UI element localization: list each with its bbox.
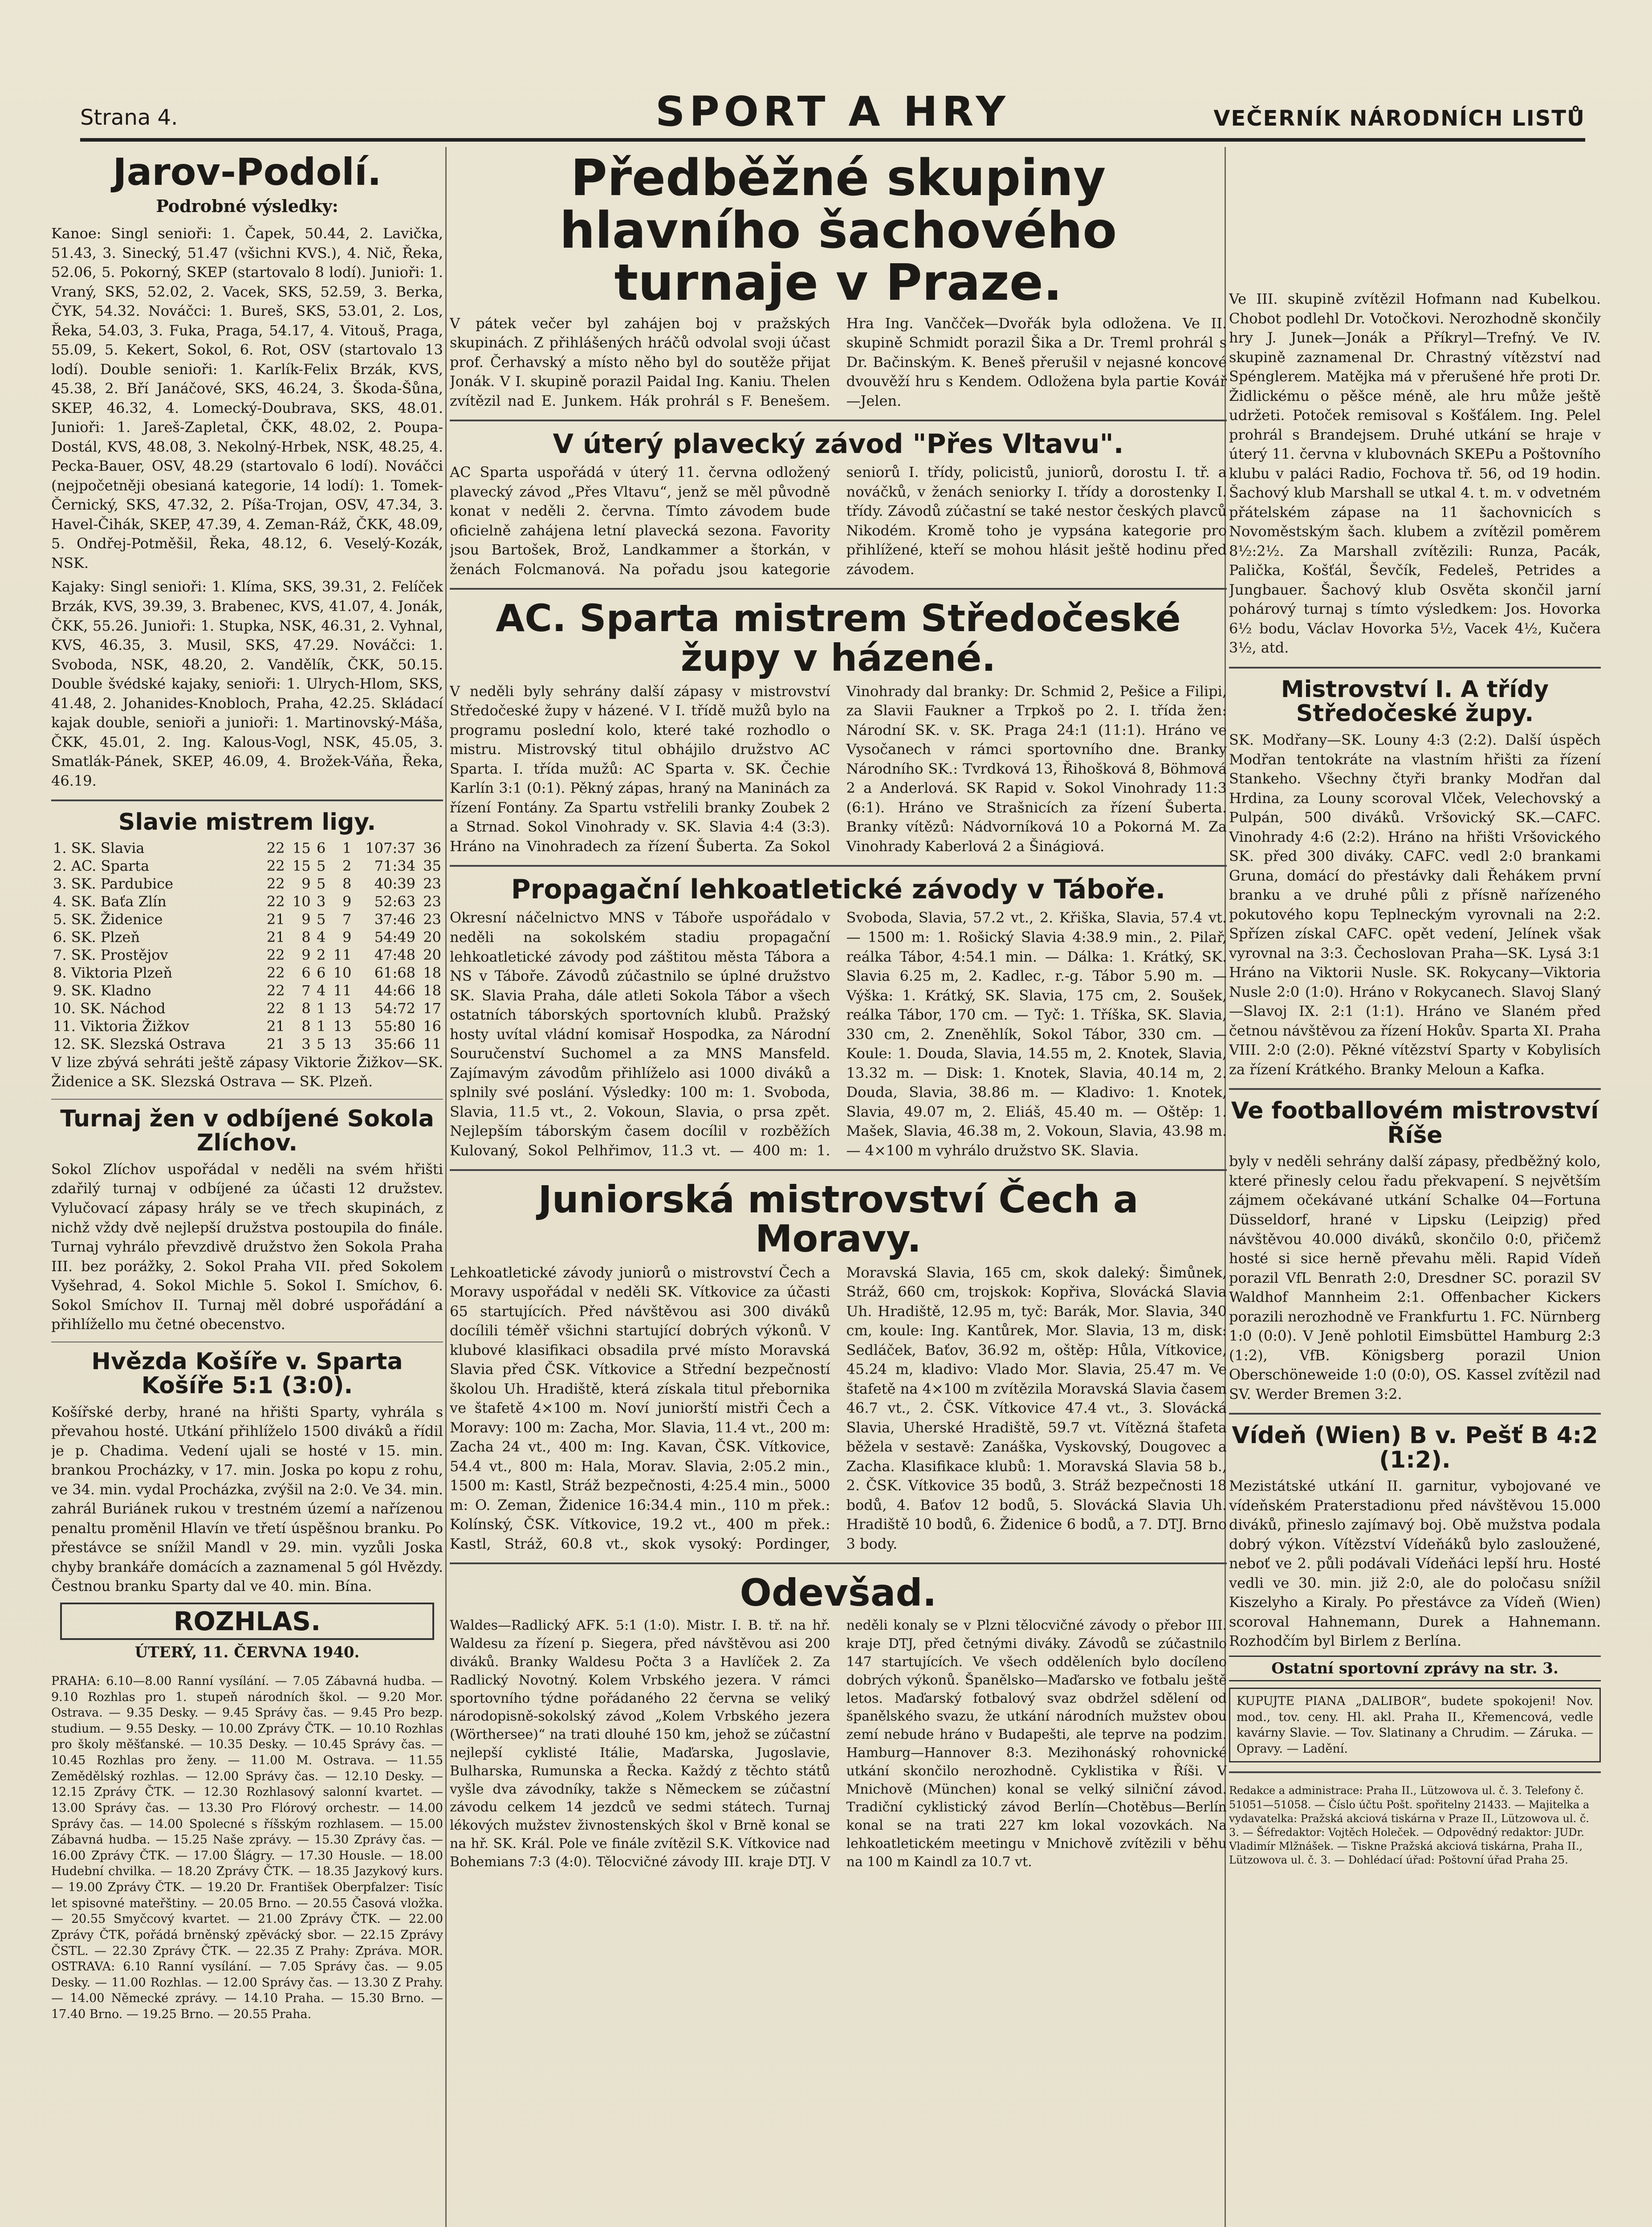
league-table [51,839,443,1053]
table-cell: 40:39 [374,875,415,892]
table-row [51,857,443,875]
table-cell: 37:46 [374,910,415,928]
team-name: 3. SK. Pardubice [53,875,174,892]
paper-name: VEČERNÍK NÁRODNÍCH LISTŮ [1213,106,1585,131]
table-row [51,875,443,893]
table-cell: 10 [292,893,311,910]
team-name: 11. Viktoria Žižkov [53,1017,190,1035]
rozhlas-program: PRAHA: 6.10—8.00 Ranní vysílání. — 7.05 Zábavná hudba. — 9.10 Rozhlas pro 1. stupeň národních škol. — 9.20 Mor. Ostrava. — 9.35 Desky. — 9.45 Správy čas. — 9.45 Pro bezp. studium. — 9.55 Desky. — 10.00 Zprávy ČTK. — 10.10 Rozhlas pro školy měšťanské. — 10.35 Desky. — 10.45 Správy čas. — 10.45 Rozhlas pro ženy. — 11.00 M. Ostrava. — 11.55 Zemědělský rozhlas. — 12.00 Správy čas. — 12.10 Desky. — 12.15 Zprávy ČTK. — 12.30 Rozhlasový salonní kvartet. — 13.00 Správy čas. — 13.30 Pro Flórový orchestr. — 14.00 Správy čas. — 14.00 Spolecné s říšským rozhlasem. — 15.00 Zábavná hudba. — 15.25 Naše zprávy. — 15.30 Zprávy čas. — 16.00 Zprávy ČTK. — 17.00 Šlágry. — 17.30 Housle. — 18.00 Hudební chvilka. — 18.20 Zprávy ČTK. — 18.35 Jazykový kurs. — 19.00 Zprávy ČTK. — 19.20 Dr. František Oberpfalzer: Tisíc let spisovné mateřštiny. — 20.05 Brno. — 20.55 Časová vložka. — 20.55 Smyčcový kvartet. — 21.00 Zprávy ČTK. — 22.00 Zprávy ČTK, pořádá brněnský zpěvácký sbor. — 22.15 Zprávy ČSTL. — 22.30 Zprávy ČTK. — 22.35 Z Prahy: Zpráva. MOR. OSTRAVA: 6.10 Ranní vysílání. — 7.05 Správy čas. — 9.05 Desky. — 11.00 Rozhlas. — 12.00 Správy čas. — 13.30 Z Prahy. — 14.00 Německé zprávy. — 14.10 Praha. — 15.30 Brno. — 17.40 Brno. — 19.25 Brno. — 20.55 Praha. [51,1674,443,2022]
rozhlas-date: ÚTERÝ, 11. ČERVNA 1940. [134,1643,360,1661]
table-cell: 3 [317,893,326,910]
article-kosire: Košířské derby, hrané na hřišti Sparty, vyhrála s převahou hosté. Utkání přihlíželo 1500 diváků a řídil je p. Chadima. Vedení ujali se hosté v 15. min. brankou Procházky, v 17. min. Joska po kopu z rohu, ve 34. min. vydal Procházka, zvýšil na 2:0. Ve 34. min. zahrál Buriánek rukou v trestném území a nařízenou penaltu proměnil Hlavín ve třetí úspěšnou branku. Po přestávce se snížil Mandl v 29. min. vyzůli Joska chyby brankáře domácích a zaznamenal 5 gól Hvězdy. Čestnou branku Sparty dal ve 40. min. Bína. [51,1403,443,1595]
imprint: Redakce a administrace: Praha II., Lützowova ul. č. 3. Telefony č. 51051—51058. — Číslo účtu Pošt. spořitelny 21433. — Majitelka a vydavatelka: Pražská akciová tiskárna v Praze II., Lützowova ul. č. 3. — Šéfredaktor: Vojtěch Holeček. — Odpovědný redaktor: JUDr. Vladimír Mlžnášek. — Tiskne Pražská akciová tiskárna, Praha II., Lützowova ul. č. 3. — Dohlédací úřad: Poštovní úřad Praha 25. [1229,1784,1590,1867]
article-jarov-canoe: Kanoe: Singl senioři: 1. Čapek, 50.44, 2. Lavička, 51.43, 3. Sinecký, 51.47 (všichni KVS.), 4. Nič, Řeka, 52.06, 5. Pokorný, SKEP (startovalo 8 lodí). Junioři: 1. Vraný, SKS, 52.02, 2. Vacek, SKS, 52.59, 3. Berka, ČYK, 54.32. Nováčci: 1. Bureš, SKS, 53.01, 2. Los, Řeka, 54.03, 3. Fuka, Praga, 54.17, 4. Vitouš, Praga, 55.09, 5. Kekert, Sokol, 6. Rot, OSV (startovalo 13 lodí). Double senioři: 1. Karlík-Felix Brzák, KVS, 45.38, 2. Bří Janáčové, SKS, 46.24, 3. Škoda-Šůna, SKEP, 46.32, 4. Lomecký-Doubrava, SKS, 48.01. Junioři: 1. Jareš-Zapletal, ČKK, 48.02, 2. Poupa-Dostál, KVS, 48.08, 3. Nekolný-Hrbek, NSK, 48.25, 4. Pecka-Bauer, OSV, 48.29 (startovalo 6 lodí). Nováčci (nejpočetněji obesianá kategorie, 14 lodí): 1. Tomek-Černický, SKS, 47.32, 2. Píša-Trojan, OSV, 47.34, 3. Havel-Čihák, SKEP, 47.39, 4. Zeman-Ráž, ČKK, 48.09, 5. Ondřej-Potměšil, Řeka, 48.12, 6. Veselý-Kozák, NSK. [51,225,443,571]
article-junior: Lehkoatletické závody juniorů o mistrovství Čech a Moravy uspořádal v neděli SK. Vítkovice za účasti 65 startujících. Před návštěvou asi 300 diváků docílili téměř všichni startující dobrých výkonů. V klubové klasifikaci obsadila prvé místo Moravská Slavia před ČSK. Vítkovice a Střední bezpečností školou Uh. Hradiště, která získala titul přebornika ve štafetě 4×100 m. Noví juniorští mistři Čech a Moravy: 100 m: Zacha, Mor. Slavia, 11.4 vt., 200 m: Zacha 24 vt., 400 m: Ing. Kavan, ČSK. Vítkovice, 54.4 vt., 800 m: Hala, Morav. Slavia, 2:05.2 min., 1500 m: Kastl, Stráž bezpečnosti, 4:25.4 min., 5000 m: O. Zeman, Židenice 16:34.4 min., 110 m přek.: Kolínský, ČSK. Vítkovice, 19.2 vt., 400 m přek.: Kastl, Stráž, 60.8 vt., skok vysoký: Pordinger, Moravská Slavia, 165 cm, skok daleký: Šimůnek, Stráž, 660 cm, trojskok: Kopřiva, Slovácká Slavia Uh. Hradiště, 12.95 m, tyč: Barák, Mor. Slavia, 340 cm, koule: Ing. Kantůrek, Mor. Slavia, 13 m, disk: Sedláček, Baťov, 36.92 m, oštěp: Hůla, Vítkovice, 45.24 m, kladivo: Vlado Mor. Slavia, 25.47 m. Ve štafetě na 4×100 m zvítězila Moravská Slavia časem 46.7 vt., 2. ČSK. Vítkovice 47.4 vt., 3. Slovácká Slavia, Uherské Hradiště, 59.7 vt. Vítězná štafeta běžela v sestavě: Zanáška, Vyskovský, Dougovec a Zacha. Klasifikace klubů: 1. Moravská Slavia 58 b., 2. ČSK. Vítkovice 35 bodů, 3. Stráž bezpečnosti 18 bodů, 4. Baťov 12 bodů, 5. Slovácká Slavia Uh. Hradiště 10 bodů, 6. Židenice 6 bodů, a 7. DTJ. Brno 3 body. [450,1264,1227,1552]
table-row [51,946,443,964]
advert-text: KUPUJTE PIANA „DALIBOR“, budete spokojeni! Nov. mod., tov. ceny. Hl. akl. Praha II., Křemencová, vedle kavárny Slavie. — Tov. Slatinany a Chrudim. — Záruka. — Opravy. — Ladění. [1237,1694,1593,1756]
article-sachy: V pátek večer byl zahájen boj v pražských skupinách. Z přihlášených hráčů odvolal svoji účast prof. Čerhavský a místo něho byl do soutěže přijat Jonák. V I. skupině porazil Paidal Ing. Kaniu. Thelen zvítězil nad E. Junkem. Hák prohrál s F. Benešem. Hra Ing. Vančček—Dvořák byla odložena. Ve II. skupině Schmidt porazil Šika a Dr. Treml prohrál s Dr. Bačinským. K. Beneš přerušil v nejasné koncové dvouvěží hru s Kendem. Odložena byla partie Kovář—Jelen. [450,314,1227,409]
masthead [80,89,1585,142]
table-row [51,910,443,928]
table-cell: 11 [333,982,352,999]
divider [1229,1771,1601,1773]
notice-other-sports: Ostatní sportovní zprávy na str. 3. [1229,1656,1601,1681]
table-cell: 6 [317,839,326,857]
headline-vltava: V úterý plavecký závod "Přes Vltavu". [553,428,1124,460]
table-cell: 8 [301,928,311,946]
table-row [51,1017,443,1035]
article-hazena: V neděli byly sehrány další zápasy v mistrovství Středočeské župy v házené. V I. třídě mužů bylo na programu poslední kolo, které také rozhodlo o mistru. Mistrovský titul obhájilo družstvo AC Sparta. I. třída mužů: AC Sparta v. SK. Čechie Karlín 3:1 (0:1). Pěkný zápas, hraný na Maninách za řízení Fontány. Za Spartu vstřelili branky Zoubek 2 a Strnad. Sokol Vinohrady v. SK. Slavia 4:4 (3:3). Hráno na Vinohradech za řízení Šuberta. Za Sokol Vinohrady dal branky: Dr. Schmid 2, Pešice a Filipi, za Slavii Faukner a Trpkoš po 2. I. třída žen: Národní SK. v. SK. Praga 24:1 (11:1). Hráno ve Vysočanech v rámci sportovního dne. Branky Národního SK.: Tvrdková 13, Řihošková 8, Böhmová 2 a Anderlová. SK Rapid v. Sokol Vinohrady 11:3 (6:1). Hráno ve Strašnicích za řízení Šuberta. Branky vítězů: Nádvorníková 10 a Pokorná M. Za Vinohrady Kaberlová 2 a Šinágiová. [450,682,1227,855]
table-cell: 11 [333,946,352,963]
table-cell: 7 [342,910,352,928]
table-cell: 7 [301,982,311,999]
headline-jarov: Jarov-Podolí. [113,150,382,194]
table-cell: 22 [266,982,285,999]
team-name: 8. Viktoria Plzeň [53,964,172,981]
headline-viden: Vídeň (Wien) B v. Pešť B 4:2 (1:2). [1232,1422,1598,1473]
headline-tabor: Propagační lehkoatletické závody v Táboře. [511,874,1166,905]
table-cell: 18 [423,964,441,981]
team-name: 10. SK. Náchod [53,999,166,1017]
article-odevsad: Waldes—Radlický AFK. 5:1 (1:0). Mistr. I. B. tř. na hř. Waldesu za řízení p. Siegera, před návštěvou asi 200 diváků. Branky Waldesu Počta 3 a Havlíček 2. Za Radlický Novotný. Kolem Vrbského jezera. V rámci sportovního týdne pořádaného 22 června se veliký národopisně-sokolský závod „Kolem Vrbského jezera (Wörthersee)“ na trati dlouhé 150 km, jehož se zúčastní nejlepší cyklisté Itálie, Maďarska, Jugoslavie, Bulharska, Rumunska a Řecka. Každý z těchto států vyšle dva závodníky, takže s Německem se zúčastní závodu celkem 14 jezdců ve sedmi státech. Turnaj lékových mužstev živnostenských škol v Brně konal se na hř. SK. Král. Pole ve finále zvítězil S.K. Vítkovice nad Bohemians 7:3 (4:0). Tělocvičné závody III. kraje DTJ. V neděli konaly se v Plzni tělocvičné závody o přebor III. kraje DTJ, před četnými diváky. Závodů se zúčastnilo 147 startujících. Ve všech odděleních bylo docíleno dobrých výkonů. Španělsko—Maďarsko ve fotbalu ještě letos. Maďarský fotbalový svaz obdržel sdělení od španělského svazu, že utkání národních mužstev obou zemí nebude hráno v Budapešti, ale teprve na podzim. Hamburg—Hannover 8:3. Mezihonáský rohovnické utkání skončilo nerozhodně. Cyklistika v Říši. V Mnichově (München) konal se velký silniční závod. Tradiční cyklistický závod Berlín—Chotěbus—Berlín konal se na trati 227 km lokal vozovkách. Na lehkoatletickém meetingu v Mnichově zvítězili v běhu na 100 m Kaindl za 10.7 vt. [450,1618,1227,1870]
table-cell: 4 [317,928,326,946]
article-viden: Mezistátské utkání II. garnitur, vybojované ve vídeňském Praterstadionu před návštěvou 15.000 diváků, přineslo zajímavý boj. Obě mužstva podala dobrý výkon. Vítězství Vídeňáků bylo zasloužené, neboť ve 2. půli podávali Vídeňáci lepší hru. Hosté vedli ve 30. min. již 2:0, ale do poločasu snížil Kiszelyho a Kiraly. Po přestávce za Vídeň (Wien) scoroval Hahnemann, Durek a Hahnemann. Rozhodčím byl Birlem z Berlína. [1229,1477,1601,1650]
divider [450,420,1227,421]
table-cell: 3 [301,1035,311,1052]
league-note: V lize zbývá sehráti ještě zápasy Viktorie Žižkov—SK. Židenice a SK. Slezská Ostrava — SK. Plzeň. [51,1053,443,1090]
table-cell: 21 [266,910,285,928]
table-cell: 4 [317,982,326,999]
divider [1229,1413,1601,1415]
table-row [51,1035,443,1053]
headline-sachy: Předběžné skupiny hlavního šachového turnaje v Praze. [559,149,1117,312]
team-name: 2. AC. Sparta [53,857,150,874]
headline-liga: Slavie mistrem ligy. [118,809,376,836]
table-cell: 5 [317,857,326,874]
table-cell: 21 [266,1035,285,1052]
table-cell: 23 [423,875,441,892]
table-cell: 5 [317,910,326,928]
table-cell: 18 [423,982,441,999]
table-cell: 54:49 [374,928,415,946]
table-cell: 55:80 [374,1017,415,1035]
team-name: 5. SK. Židenice [53,910,163,928]
column-right [1229,147,1601,2227]
headline-football: Ve footballovém mistrovství Říše [1231,1097,1599,1149]
team-name: 7. SK. Prostějov [53,946,168,963]
advert-dalibor [1229,1688,1601,1763]
table-cell: 21 [266,1017,285,1035]
table-cell: 22 [266,875,285,892]
table-cell: 44:66 [374,982,415,999]
table-cell: 22 [266,839,285,857]
table-cell: 107:37 [365,839,415,857]
table-cell: 23 [423,910,441,928]
article-mistrovstvi: SK. Modřany—SK. Louny 4:3 (2:2). Další úspěch Modřan tentokráte na vlastním hřišti za řízení Stankeho. Všechny čtyři branky Modřan dal Hrdina, za Louny scoroval Vlček, Velechovský a Pulpán, 500 diváků. Vršovický SK.—CAFC. Vinohrady 4:6 (2:2). Hráno na hřišti Vršovického SK. před 300 diváky. CAFC. vedl 2:0 brankami Gruna, domácí do přestávky dali Řehákem první branku a ve druhé půli z přísně nařízeného pokutového kopu Teplneckým vyrovnali na 2:2. Spřízen získal CAFC. opět vedení, Jelínek však vyrovnal na 3:3. Čechoslovan Praha—SK. Lysá 3:1 Hráno na Viktorii Nusle. SK. Rokycany—Viktoria Nusle 2:0 (1:0). Hráno v Rokycanech. Slavoj Slaný—Slavoj IX. 2:1 (1:1). Hráno ve Slaném před četnou návštěvou za řízení Hokův. Sparta XI. Praha VIII. 2:0 (2:0). Pěkné vítězství Sparty v Kobylisích za řízení Krátkého. Branky Meloun a Kafka. [1229,731,1601,1078]
table-cell: 22 [266,857,285,874]
table-cell: 22 [266,893,285,910]
table-cell: 5 [317,1035,326,1052]
table-row [51,928,443,946]
table-cell: 1 [342,839,352,857]
table-cell: 22 [266,964,285,981]
table-cell: 15 [292,839,311,857]
table-cell: 8 [301,999,311,1017]
article-tabor: Okresní náčelnictvo MNS v Táboře uspořádalo v neděli na sokolském stadiu propagační lehkoatletické závody pod záštitou města Tábora a NS v Táboře. Závodů zúčastnilo se úplné družstvo SK. Slavia Praha, dále atleti Sokola Tábor a všech ostatních táborských sportovních klubů. Pražský hosty uvítal vládní komisař Hospodka, za Národní Souručenství Suchomel a za MNS Mansfeld. Zajímavým závodům přihlíželo asi 1000 diváků a splnily své poslání. Výsledky: 100 m: 1. Svoboda, Slavia, 11.5 vt., 2. Vokoun, Slavia, o prsa zpět. Nejlepším táborským časem docílil v rozběžích Kulovaný, Sokol Pelhřimov, 11.3 vt. — 400 m: 1. Svoboda, Slavia, 57.2 vt., 2. Křiška, Slavia, 57.4 vt. — 1500 m: 1. Rošický Slavia 4:38.9 min., 2. Pilař, reálka Tábor, 4:54.1 min. — Dálka: 1. Krátký, SK. Slavia 6.25 m, 2. Kadlec, r.-g. Tábor 5.90 m. — Výška: 1. Krátký, SK. Slavia, 175 cm, 2. Soušek, reálka Tábor, 170 cm. — Tyč: 1. Tříška, SK. Slavia, 330 cm, 2. Zneněhlík, Sokol Tábor, 330 cm. — Koule: 1. Douda, Slavia, 14.55 m, 2. Knotek, Slavia, 13.32 m. — Disk: 1. Knotek, Slavia, 40.14 m, 2. Douda, Slavia, 38.86 m. — Kladivo: 1. Knotek, Slavia, 49.07 m, 2. Eliáš, 45.40 m. — Oštěp: 1. Mašek, Slavia, 46.38 m, 2. Vokoun, Slavia, 43.98 m. — 4×100 m vyhrálo družstvo SK. Slavia. [450,909,1227,1159]
table-cell: 20 [423,928,441,946]
table-cell: 11 [423,1035,441,1052]
article-vltava: AC Sparta uspořádá v úterý 11. června odložený plavecký závod „Přes Vltavu“, jenž se měl původně konat v neděli 2. června. Tímto závodem bude oficielně zahájena letní plavecká sezona. Favority jsou Bartošek, Brož, Landkammer a štorkán, v ženách Folcmanová. Na pořadu jsou kategorie seniorů I. třídy, policistů, juniorů, dorostu I. tř. a nováčků, v ženách seniorky I. třídy a dorostenky I. třídy. Závodů zúčastní se také nestor českých plavců Nikodém. Kromě toho je vypsána kategorie pro přihlížené, kteří se mohou hlásit ještě hodinu před závodem. [450,464,1227,578]
divider [450,1169,1227,1171]
table-cell: 23 [423,893,441,910]
table-cell: 6 [317,964,326,981]
table-cell: 52:63 [374,893,415,910]
headline-rozhlas: ROZHLAS. [60,1603,434,1640]
headline-hazena: AC. Sparta mistrem Středočeské župy v házené. [496,596,1181,680]
table-cell: 47:48 [374,946,415,963]
divider [450,588,1227,590]
subhead-jarov: Podrobné výsledky: [156,196,338,216]
divider [1229,667,1601,669]
team-name: 1. SK. Slavia [53,839,145,857]
headline-odevsad: Odevšad. [740,1571,937,1615]
table-cell: 16 [423,1017,441,1035]
table-cell: 2 [317,946,326,963]
headline-junior: Juniorská mistrovství Čech a Moravy. [538,1178,1139,1261]
table-cell: 10 [333,964,352,981]
divider [51,1099,443,1100]
table-cell: 8 [301,1017,311,1035]
table-cell: 17 [423,999,441,1017]
article-turnaj: Sokol Zlíchov uspořádal v neděli na svém hřišti zdařilý turnaj v odbíjené za účasti 12 družstev. Vylučovací zápasy hrály se ve třech skupinách, z nichž vždy dvě nejlepší družstva postoupila do finále. Turnaj vyhrálo převzdivě družstvo žen Sokola Praha III. bez porážky, 2. Sokol Praha VII. před Sokolem Vyšehrad, 4. Sokol Michle 5. Sokol I. Smíchov, 6. Sokol Smíchov II. Turnaj měl dobré uspořádání a přihlížello mu četné obecenstvo. [51,1160,443,1333]
table-cell: 22 [266,999,285,1017]
article-sachy-cont: Ve III. skupině zvítězil Hofmann nad Kubelkou. Chobot podlehl Dr. Votočkovi. Nerozhodně skončily hry J. Junek—Jonák a Příkryl—Trefný. Ve IV. skupině zaznamenal Dr. Chrastný vítězství nad Spénglerem. Matějka má v přerušené hře proti Dr. Židlickému o pěšce méně, ale hru může ještě udržeti. Potoček remisoval s Košťálem. Ing. Pelel prohrál s Brandejsem. Druhé utkání se hraje v úterý 11. června v klubovnách SKEPu a Poštovního klubu v paláci Radio, Fochova tř. 56, od 19 hodin. Šachový klub Marshall se utkal 4. t. m. v odvetném přátelském zápase na 11 šachovnicích s Novoměstským šach. klubem a zvítězil poměrem 8½:2½. Za Marshall zvítězili: Runza, Pacák, Palička, Košťál, Ševčík, Fedeleš, Petrides a Jungbauer. Šachový klub Osvěta skončil jarní pohárový turnaj s tímto výsledkem: Jos. Hovorka 6½ bodu, Václav Hovorka 5½, Vacek 4½, Kučera 3½, atd. [1229,290,1601,657]
headline-kosire: Hvězda Košíře v. Sparta Košíře 5:1 (3:0). [91,1348,403,1399]
page-number: Strana 4. [80,105,178,130]
table-cell: 54:72 [374,999,415,1017]
article-jarov-kayak: Kajaky: Singl senioři: 1. Klíma, SKS, 39.31, 2. Felíček Brzák, KVS, 39.39, 3. Brabenec, KVS, 41.07, 4. Jonák, ČKK, 55.26. Junioři: 1. Stupka, NSK, 46.31, 2. Vyhnal, KVS, 46.35, 3. Musil, SKS, 47.29. Nováčci: 1. Svoboda, NSK, 48.20, 2. Vandělík, ČKK, 50.15. Double švédské kajaky, senioři: 1. Ulrych-Hlom, SKS, 41.48, 2. Johanides-Knobloch, Praha, 42.25. Skládací kajak double, senioři a junioři: 1. Martinovský-Máša, ČKK, 45.01, 2. Ing. Kalous-Vogl, NSK, 45.05, 3. Smatlák-Pánek, SKEP, 46.09, 4. Brožek-Váňa, Řeka, 46.19. [51,578,443,789]
table-cell: 13 [333,999,352,1017]
table-cell: 9 [342,893,352,910]
table-cell: 9 [301,910,311,928]
table-cell: 1 [317,999,326,1017]
section-title: SPORT A HRY [655,88,1010,135]
column-middle [450,147,1227,2227]
table-cell: 9 [342,928,352,946]
table-cell: 20 [423,946,441,963]
table-cell: 22 [266,946,285,963]
headline-turnaj: Turnaj žen v odbíjené Sokola Zlíchov. [60,1105,434,1157]
table-cell: 35 [423,857,441,874]
column-divider-1 [445,147,447,2227]
table-cell: 8 [342,875,352,892]
table-cell: 71:34 [374,857,415,874]
team-name: 9. SK. Kladno [53,982,151,999]
table-cell: 13 [333,1017,352,1035]
table-cell: 15 [292,857,311,874]
divider [1229,1088,1601,1090]
divider [51,799,443,801]
table-row [51,999,443,1017]
table-cell: 5 [317,875,326,892]
table-row [51,964,443,982]
team-name: 4. SK. Baťa Zlín [53,893,167,910]
column-left [51,147,443,2227]
table-cell: 36 [423,839,441,857]
divider [450,1562,1227,1564]
table-cell: 13 [333,1035,352,1052]
team-name: 6. SK. Plzeň [53,928,140,946]
article-football: byly v neděli sehrány další zápasy, předběžný kolo, které přinesly celou řadu překvapení. S největším zájmem očekávané utkání Schalke 04—Fortuna Düsseldorf, hrané v Lipsku (Leipzig) před návštěvou 40.000 diváků, skončilo 0:0, přičemž hosté si sice herně převahu měli. Rapid Vídeň porazil VfL Benrath 2:0, Dresdner SC. porazil SV Waldhof Mannheim 2:1. Offenbacher Kickers porazili nerozhodně ve Frankfurtu 1. FC. Nürnberg 1:0 (0:0). V Jeně pohlotil Eimsbüttel Hamburg 2:3 (1:2), VfB. Königsberg porazil Union Oberschöneweide 1:0 (0:0), OS. Kassel zvítězil nad SV. Werder Bremen 3:2. [1229,1153,1601,1403]
table-cell: 1 [317,1017,326,1035]
table-cell: 35:66 [374,1035,415,1052]
table-row [51,982,443,999]
table-cell: 21 [266,928,285,946]
table-cell: 9 [301,946,311,963]
divider [450,865,1227,867]
table-cell: 2 [342,857,352,874]
headline-mistrovstvi: Mistrovství I. A třídy Středočeské župy. [1281,676,1549,727]
table-cell: 9 [301,875,311,892]
table-row [51,839,443,857]
table-cell: 61:68 [374,964,415,981]
table-cell: 6 [301,964,311,981]
team-name: 12. SK. Slezská Ostrava [53,1035,226,1052]
table-row [51,893,443,910]
